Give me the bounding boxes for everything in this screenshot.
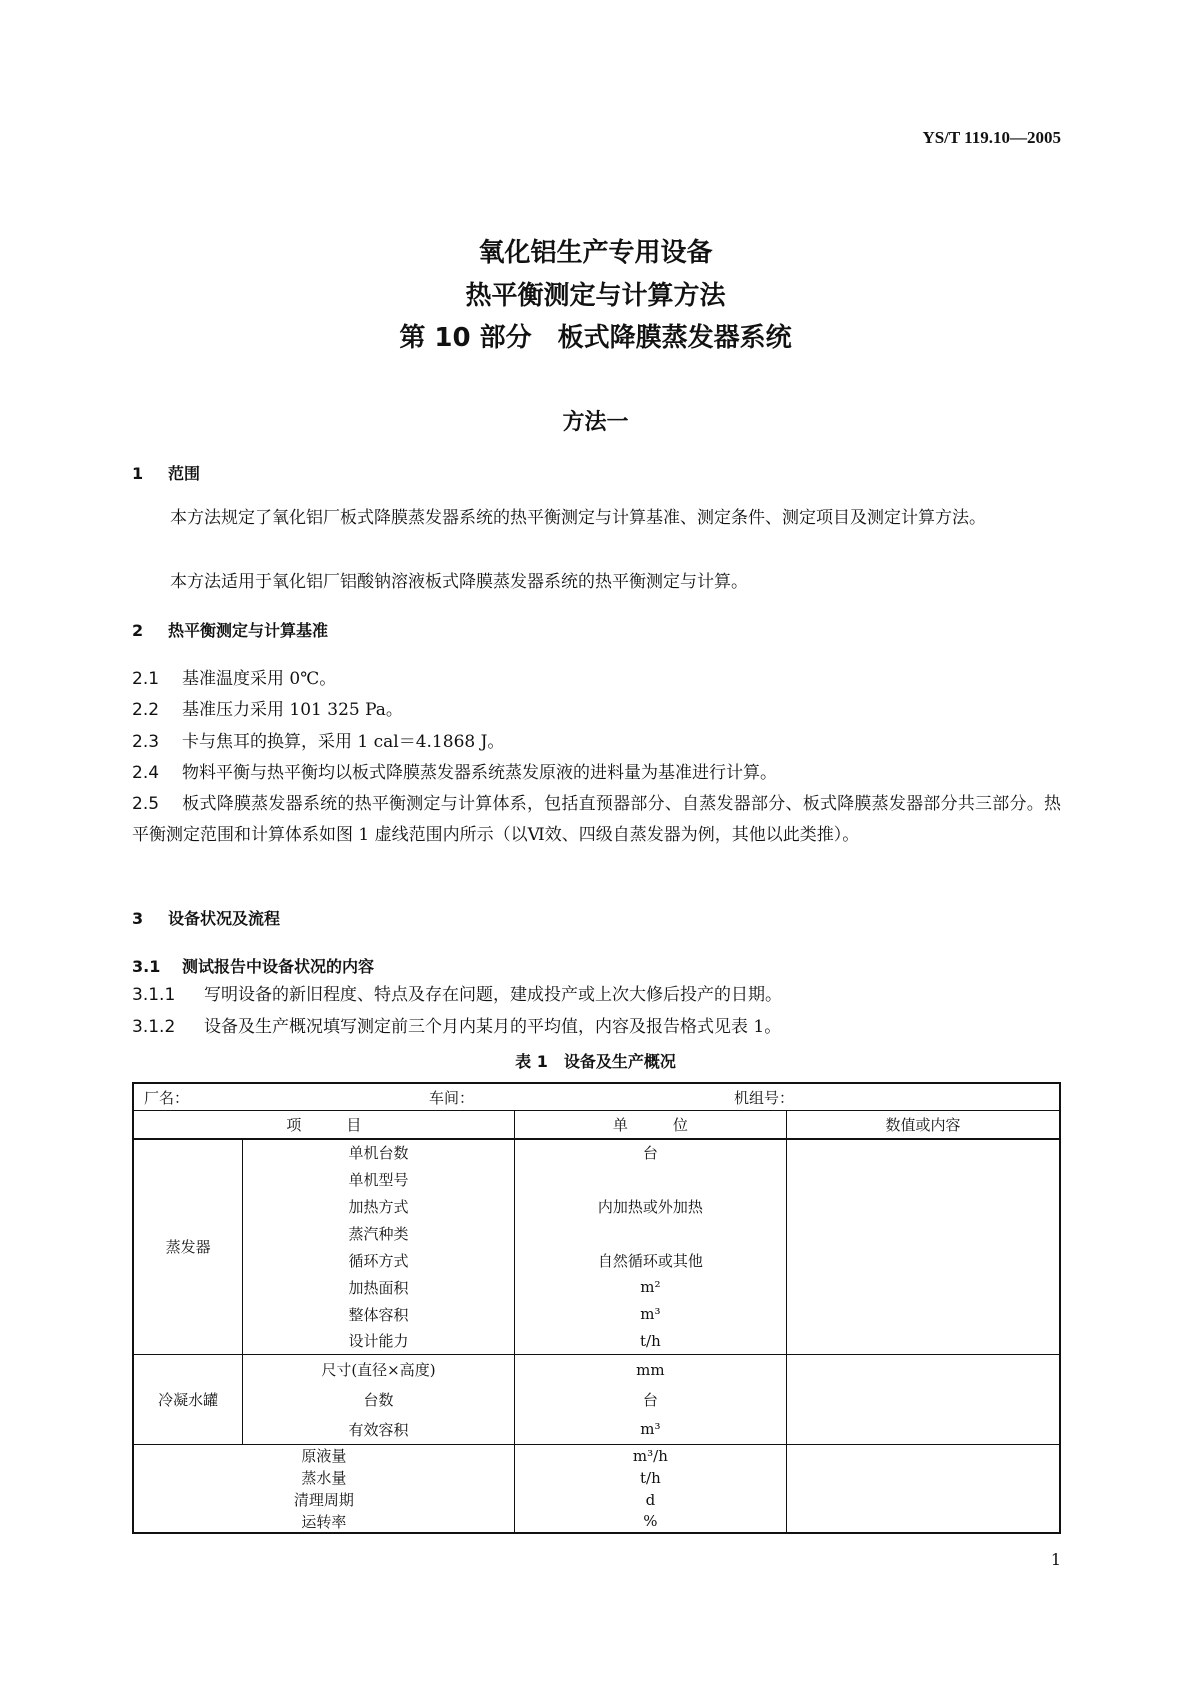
clause-number: 2.1 (132, 669, 160, 689)
section-number: 3 (132, 909, 144, 928)
unit-cell: m² (514, 1274, 786, 1301)
clause-text: 写明设备的新旧程度、特点及存在问题，建成投产或上次大修后投产的日期。 (204, 985, 782, 1005)
item-cell: 循环方式 (243, 1247, 514, 1274)
clause-number: 2.3 (132, 732, 160, 752)
col-header-item: 项 目 (133, 1111, 514, 1139)
unit-cell: m³/h (514, 1445, 786, 1467)
unit-cell: m³ (514, 1301, 786, 1328)
unit-cell: t/h (514, 1467, 786, 1489)
unit-cell: 台 (514, 1385, 786, 1415)
item-cell: 运转率 (133, 1511, 514, 1533)
clause-text: 物料平衡与热平衡均以板式降膜蒸发器系统蒸发原液的进料量为基准进行计算。 (182, 763, 777, 783)
standard-number: YS/T 119.10—2005 (922, 128, 1061, 147)
title-line-1: 氧化铝生产专用设备 (478, 238, 713, 268)
item-cell: 清理周期 (133, 1489, 514, 1511)
table-row (133, 1139, 1060, 1166)
value-cell (787, 1355, 1060, 1445)
table-row (133, 1355, 1060, 1385)
item-cell: 原液量 (133, 1445, 514, 1467)
value-cell (787, 1445, 1060, 1533)
item-cell: 台数 (243, 1385, 514, 1415)
paragraph: 本方法适用于氧化铝厂铝酸钠溶液板式降膜蒸发器系统的热平衡测定与计算。 (170, 572, 748, 592)
item-cell: 单机型号 (243, 1166, 514, 1193)
clause-3-1-2 (132, 1012, 1061, 1043)
item-cell: 单机台数 (243, 1139, 514, 1166)
clause-text: 设备及生产概况填写测定前三个月内某月的平均值，内容及报告格式见表 1。 (204, 1017, 782, 1037)
unit-cell: t/h (514, 1328, 786, 1355)
item-cell: 蒸水量 (133, 1467, 514, 1489)
table-info-row (134, 1084, 1059, 1110)
item-cell: 加热面积 (243, 1274, 514, 1301)
clause-2-5 (132, 789, 1061, 851)
equipment-table (132, 1082, 1061, 1534)
section-title: 热平衡测定与计算基准 (168, 621, 329, 640)
section-title: 设备状况及流程 (168, 909, 281, 928)
method-title: 方法一 (562, 410, 629, 435)
value-cell (787, 1139, 1060, 1355)
item-cell: 蒸汽种类 (243, 1220, 514, 1247)
section-number: 2 (132, 621, 144, 640)
table-caption: 表 1 设备及生产概况 (515, 1052, 676, 1071)
item-cell: 尺寸(直径×高度) (243, 1355, 514, 1385)
evaporator-group-label: 蒸发器 (133, 1139, 243, 1355)
unit-cell (514, 1220, 786, 1247)
clause-number: 3.1.1 (132, 985, 176, 1005)
col-header-unit: 单 位 (514, 1111, 786, 1139)
clause-2-2 (132, 695, 1061, 726)
unit-cell: 台 (514, 1139, 786, 1166)
clause-3-1-1 (132, 980, 1061, 1011)
col-header-value: 数值或内容 (787, 1111, 1060, 1139)
clause-2-3 (132, 727, 1061, 758)
table-row (133, 1445, 1060, 1467)
section-title: 测试报告中设备状况的内容 (182, 957, 375, 976)
title-line-3: 第 10 部分 板式降膜蒸发器系统 (399, 323, 792, 353)
factory-label: 厂名： (144, 1088, 190, 1107)
item-cell: 加热方式 (243, 1193, 514, 1220)
title-line-2: 热平衡测定与计算方法 (465, 281, 726, 311)
clause-number: 3.1.2 (132, 1017, 176, 1037)
unit-cell (514, 1166, 786, 1193)
section-2-heading (132, 618, 328, 641)
clause-text: 卡与焦耳的换算，采用 1 cal＝4.1868 J。 (182, 732, 505, 752)
clause-2-4 (132, 758, 1061, 789)
section-3-1-heading (132, 954, 374, 977)
page-number: 1 (1050, 1550, 1061, 1569)
clause-number: 2.2 (132, 700, 160, 720)
unit-no-label: 机组号： (734, 1088, 795, 1107)
item-cell: 整体容积 (243, 1301, 514, 1328)
paragraph: 本方法规定了氧化铝厂板式降膜蒸发器系统的热平衡测定与计算基准、测定条件、测定项目及测定计算方法。 (170, 508, 986, 528)
clause-text: 基准压力采用 101 325 Pa。 (182, 700, 403, 720)
clause-2-1 (132, 664, 1061, 695)
clause-number: 2.5 (132, 794, 160, 814)
clause-number: 2.4 (132, 763, 160, 783)
item-cell: 有效容积 (243, 1415, 514, 1445)
section-title: 范围 (168, 464, 201, 483)
section-number: 3.1 (132, 957, 161, 976)
unit-cell: d (514, 1489, 786, 1511)
tank-group-label: 冷凝水罐 (133, 1355, 243, 1445)
unit-cell: % (514, 1511, 786, 1533)
unit-cell: 自然循环或其他 (514, 1247, 786, 1274)
workshop-label: 车间： (429, 1088, 475, 1107)
section-3-heading (132, 906, 280, 929)
section-number: 1 (132, 464, 144, 483)
section-1-heading (132, 461, 200, 484)
item-cell: 设计能力 (243, 1328, 514, 1355)
clause-text: 基准温度采用 0℃。 (182, 669, 337, 689)
unit-cell: 内加热或外加热 (514, 1193, 786, 1220)
unit-cell: mm (514, 1355, 786, 1385)
clause-text: 板式降膜蒸发器系统的热平衡测定与计算体系，包括直预器部分、自蒸发器部分、板式降膜蒸发器部分共三部分。热平衡测定范围和计算体系如图 1 虚线范围内所示（以Ⅵ效、四级自蒸发器为例，其他以此类推）。 (132, 794, 1061, 845)
unit-cell: m³ (514, 1415, 786, 1445)
